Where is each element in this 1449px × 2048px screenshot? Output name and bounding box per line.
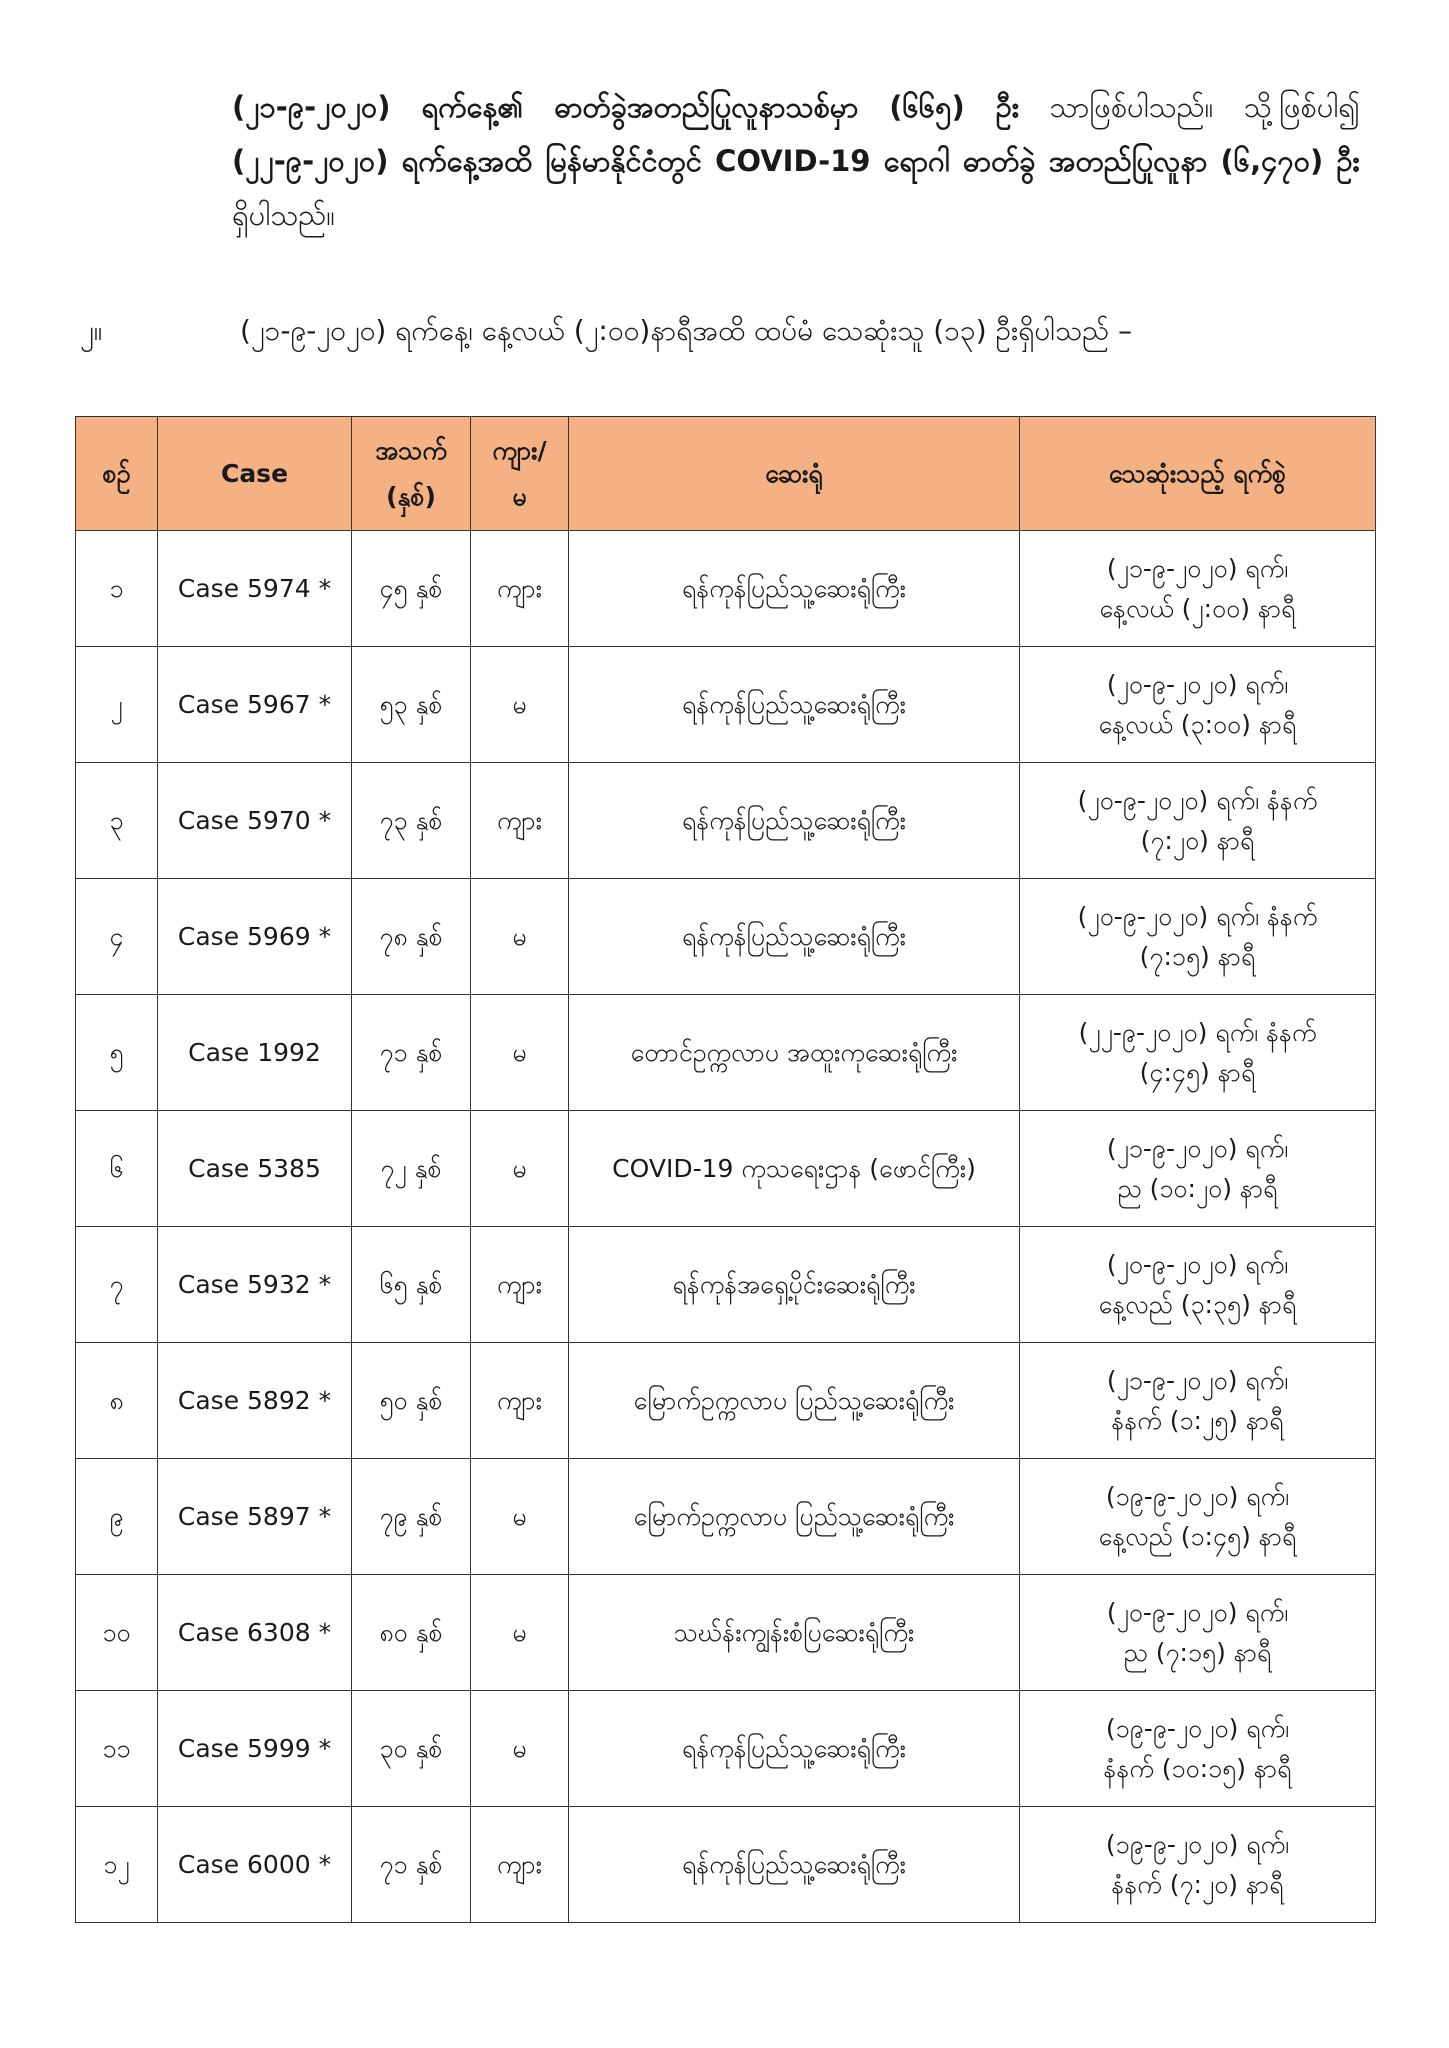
intro-new-cases-bold: (၂၁-၉-၂၀၂၀) ရက်နေ့၏ ဓာတ်ခွဲအတည်ပြုလူနာသစ်မှာ (၆၆၅) ဦး [232,90,1020,124]
cell-case: Case 6308 * [158,1575,352,1691]
cell-case: Case 5999 * [158,1691,352,1807]
cell-date-line2: နံနက် (၁၀:၁၅) နာရီ [1103,1753,1292,1783]
deaths-table-header [76,417,1376,531]
cell-date-line2: နေ့လယ် (၃:၀၀) နာရီ [1098,709,1297,739]
cell-date-line1: (၂၀-၉-၂၀၂၀) ရက်၊ [1106,1597,1289,1627]
cell-date-line2: နံနက် (၇:၂၀) နာရီ [1111,1869,1284,1899]
cell-sex: ကျား [471,531,569,647]
intro-new-cases-tail: သာဖြစ်ပါသည်။ [1019,90,1214,124]
header-age-line1: အသက် [375,435,447,465]
header-no: စဉ် [76,417,158,531]
cell-no: ၂ [76,647,158,763]
cell-hospital: COVID-19 ကုသရေးဌာန (ဖောင်ကြီး) [569,1111,1020,1227]
table-row [76,1227,1376,1343]
cell-date [1020,1575,1376,1691]
header-age [352,417,471,531]
table-row [76,1459,1376,1575]
cell-no: ၉ [76,1459,158,1575]
cell-case: Case 5969 * [158,879,352,995]
cell-hospital: ရန်ကုန်အရှေ့ပိုင်းဆေးရုံကြီး [569,1227,1020,1343]
deaths-table [75,416,1376,1923]
cell-age: ၇၉ နှစ် [352,1459,471,1575]
cell-no: ၅ [76,995,158,1111]
cell-date-line1: (၂၂-၉-၂၀၂၀) ရက်၊ နံနက် [1078,1017,1317,1047]
table-row [76,1111,1376,1227]
table-row [76,1807,1376,1923]
cell-date-line1: (၂၀-၉-၂၀၂၀) ရက်၊ နံနက် [1077,785,1318,815]
cell-date-line1: (၂၁-၉-၂၀၂၀) ရက်၊ [1106,1133,1289,1163]
header-sex-line1: ကျား/ [492,435,547,465]
cell-date [1020,995,1376,1111]
cell-no: ၁၀ [76,1575,158,1691]
intro-total-cases-bold: (၂၂-၉-၂၀၂၀) ရက်နေ့အထိ မြန်မာနိုင်ငံတွင် COVID-19 ရောဂါ ဓာတ်ခွဲ အတည်ပြုလူနာ (၆,၄၇၀) ဦး [232,144,1360,178]
cell-case: Case 6000 * [158,1807,352,1923]
cell-sex: ကျား [471,1343,569,1459]
item-2-number: ၂။ [80,314,103,347]
deaths-table-body [76,531,1376,1923]
cell-date-line2: နေ့လည် (၁:၄၅) နာရီ [1098,1521,1297,1551]
cell-age: ၆၅ နှစ် [352,1227,471,1343]
cell-date [1020,1459,1376,1575]
cell-age: ၈၀ နှစ် [352,1575,471,1691]
cell-date-line2: နေ့လည် (၃:၃၅) နာရီ [1098,1289,1297,1319]
cell-no: ၆ [76,1111,158,1227]
cell-sex: မ [471,1111,569,1227]
cell-date [1020,1227,1376,1343]
cell-hospital: ရန်ကုန်ပြည်သူ့ဆေးရုံကြီး [569,1807,1020,1923]
cell-case: Case 5385 [158,1111,352,1227]
cell-age: ၇၁ နှစ် [352,1807,471,1923]
header-date: သေဆုံးသည့် ရက်စွဲ [1020,417,1376,531]
cell-date-line2: ည (၁၀:၂၀) နာရီ [1117,1173,1278,1203]
cell-case: Case 5932 * [158,1227,352,1343]
cell-age: ၇၈ နှစ် [352,879,471,995]
cell-sex: ကျား [471,1227,569,1343]
cell-hospital: မြောက်ဥက္ကလာပ ပြည်သူ့ဆေးရုံကြီး [569,1459,1020,1575]
cell-age: ၇၂ နှစ် [352,1111,471,1227]
header-row [76,417,1376,531]
header-sex [471,417,569,531]
table-row [76,1343,1376,1459]
cell-case: Case 5967 * [158,647,352,763]
cell-date-line2: (၇:၂၀) နာရီ [1140,825,1255,855]
table-row [76,1575,1376,1691]
cell-date [1020,1343,1376,1459]
cell-sex: မ [471,995,569,1111]
cell-age: ၅၃ နှစ် [352,647,471,763]
cell-date-line1: (၁၉-၉-၂၀၂၀) ရက်၊ [1105,1829,1290,1859]
cell-date-line2: (၇:၁၅) နာရီ [1139,941,1256,971]
item-2-text: (၂၁-၉-၂၀၂၀) ရက်နေ့၊ နေ့လယ် (၂:၀၀)နာရီအထိ ထပ်မံ သေဆုံးသူ (၁၃) ဦးရှိပါသည် – [240,314,1133,347]
cell-sex: မ [471,647,569,763]
cell-date-line2: နံနက် (၁:၂၅) နာရီ [1111,1405,1284,1435]
cell-date [1020,1111,1376,1227]
header-hospital: ဆေးရုံ [569,417,1020,531]
cell-no: ၁၂ [76,1807,158,1923]
cell-date [1020,531,1376,647]
cell-date-line1: (၁၉-၉-၂၀၂၀) ရက်၊ [1105,1481,1290,1511]
cell-age: ၅၀ နှစ် [352,1343,471,1459]
cell-date-line1: (၂၀-၉-၂၀၂၀) ရက်၊ [1106,669,1289,699]
cell-no: ၃ [76,763,158,879]
cell-date [1020,879,1376,995]
cell-date-line1: (၂၀-၉-၂၀၂၀) ရက်၊ နံနက် [1077,901,1318,931]
cell-no: ၄ [76,879,158,995]
cell-age: ၇၃ နှစ် [352,763,471,879]
cell-age: ၃၀ နှစ် [352,1691,471,1807]
cell-case: Case 5892 * [158,1343,352,1459]
cell-sex: မ [471,1691,569,1807]
cell-hospital: မြောက်ဥက္ကလာပ ပြည်သူ့ဆေးရုံကြီး [569,1343,1020,1459]
header-sex-line2: မ [512,481,527,511]
cell-date-line2: နေ့လယ် (၂:၀၀) နာရီ [1099,593,1296,623]
cell-case: Case 1992 [158,995,352,1111]
cell-date-line2: (၄:၄၅) နာရီ [1139,1057,1256,1087]
cell-hospital: ရန်ကုန်ပြည်သူ့ဆေးရုံကြီး [569,1691,1020,1807]
cell-date-line1: (၂၁-၉-၂၀၂၀) ရက်၊ [1106,553,1289,583]
intro-therefore: သို့ဖြစ်ပါ၍ [1243,90,1360,124]
header-age-line2: (နှစ်) [386,481,436,511]
cell-sex: မ [471,879,569,995]
cell-hospital: ရန်ကုန်ပြည်သူ့ဆေးရုံကြီး [569,647,1020,763]
table-row [76,1691,1376,1807]
table-row [76,763,1376,879]
intro-line-1 [232,80,1360,242]
cell-date [1020,1807,1376,1923]
cell-sex: ကျား [471,763,569,879]
cell-date-line1: (၁၉-၉-၂၀၂၀) ရက်၊ [1105,1713,1290,1743]
cell-case: Case 5897 * [158,1459,352,1575]
table-row [76,531,1376,647]
cell-hospital: သဃ်န်းကျွန်းစံပြဆေးရုံကြီး [569,1575,1020,1691]
cell-hospital: ရန်ကုန်ပြည်သူ့ဆေးရုံကြီး [569,879,1020,995]
cell-no: ၈ [76,1343,158,1459]
table-row [76,995,1376,1111]
cell-no: ၁၁ [76,1691,158,1807]
cell-date-line2: ည (၇:၁၅) နာရီ [1123,1637,1272,1667]
table-row [76,879,1376,995]
cell-sex: ကျား [471,1807,569,1923]
cell-date [1020,1691,1376,1807]
cell-case: Case 5974 * [158,531,352,647]
cell-age: ၇၁ နှစ် [352,995,471,1111]
cell-hospital: တောင်ဥက္ကလာပ အထူးကုဆေးရုံကြီး [569,995,1020,1111]
cell-date [1020,763,1376,879]
cell-case: Case 5970 * [158,763,352,879]
cell-age: ၄၅ နှစ် [352,531,471,647]
header-case: Case [158,417,352,531]
cell-sex: မ [471,1459,569,1575]
intro-total-cases-tail: ရှိပါသည်။ [232,198,336,232]
cell-date [1020,647,1376,763]
cell-no: ၁ [76,531,158,647]
intro-paragraph [232,80,1360,242]
cell-hospital: ရန်ကုန်ပြည်သူ့ဆေးရုံကြီး [569,531,1020,647]
cell-sex: မ [471,1575,569,1691]
table-row [76,647,1376,763]
cell-date-line1: (၂၁-၉-၂၀၂၀) ရက်၊ [1106,1365,1289,1395]
cell-date-line1: (၂၀-၉-၂၀၂၀) ရက်၊ [1106,1249,1289,1279]
cell-hospital: ရန်ကုန်ပြည်သူ့ဆေးရုံကြီး [569,763,1020,879]
cell-no: ၇ [76,1227,158,1343]
